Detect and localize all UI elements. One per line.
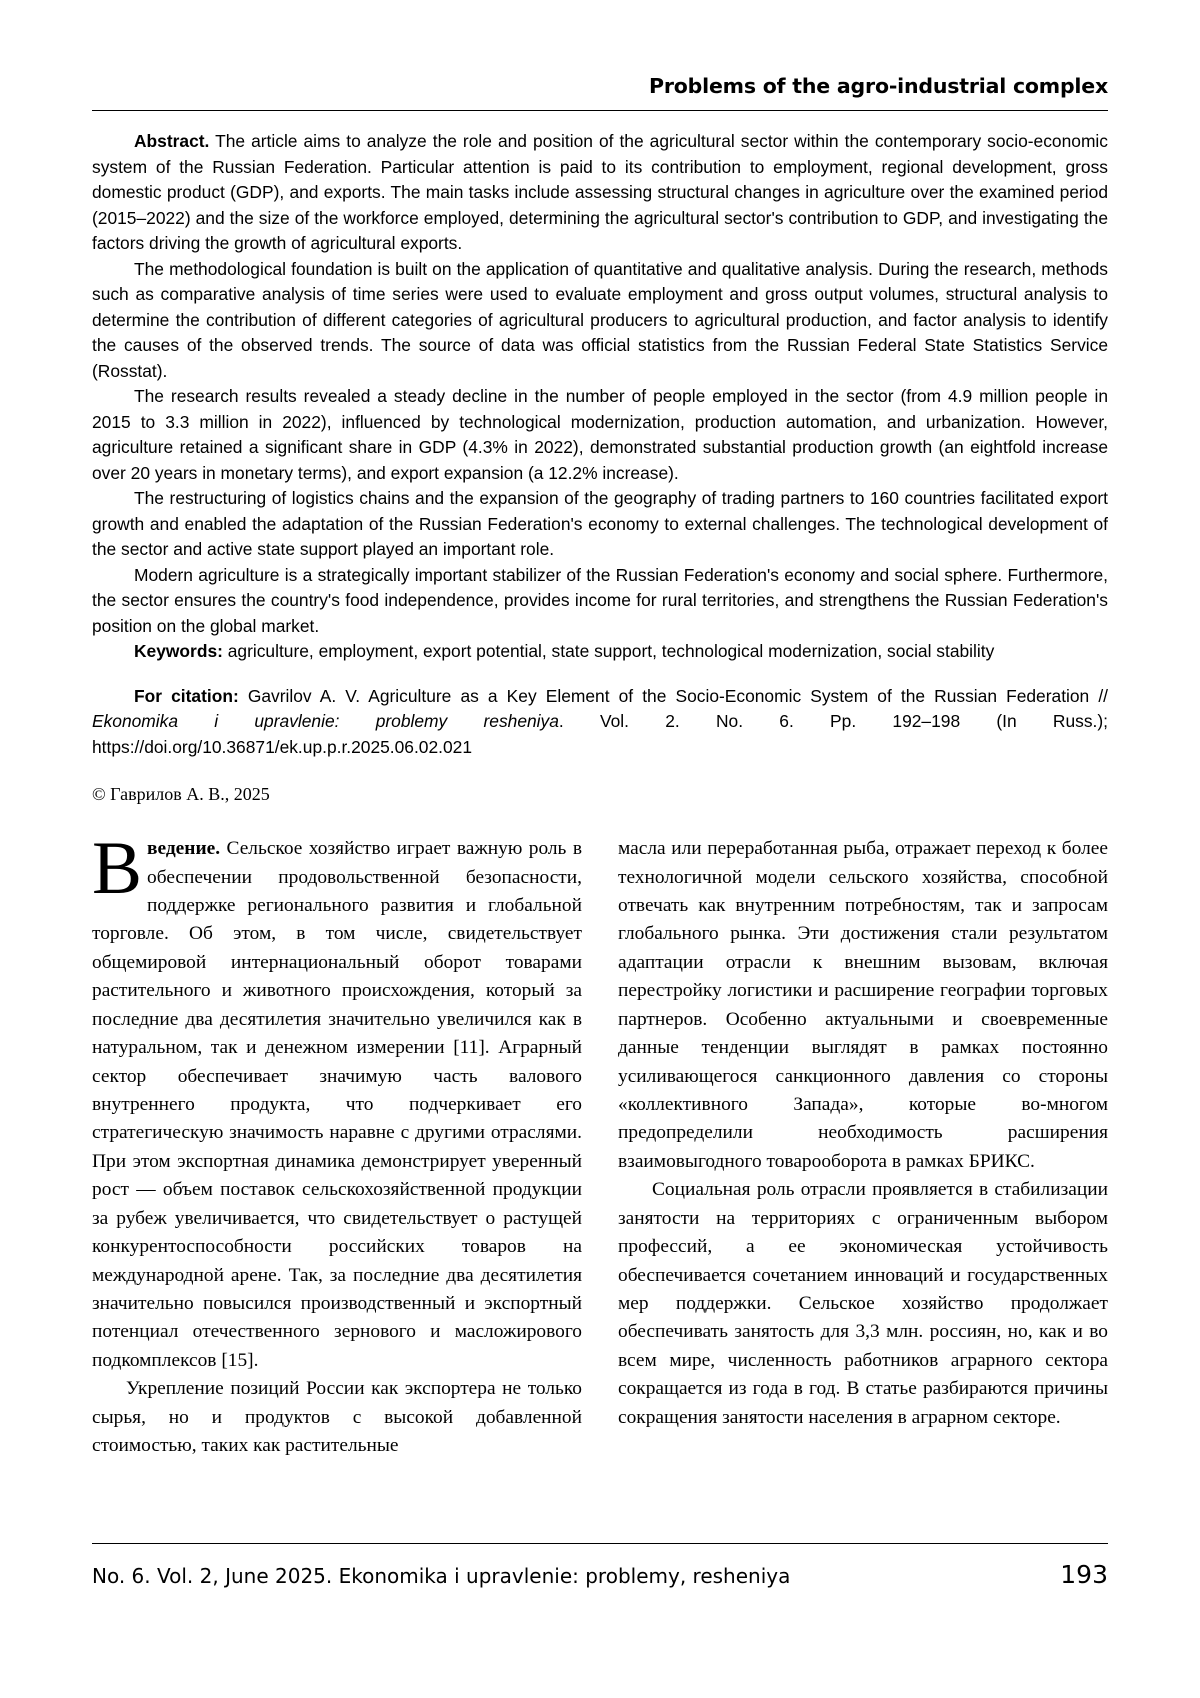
citation-block — [92, 684, 1108, 761]
copyright-line: © Гаврилов А. В., 2025 — [92, 784, 270, 804]
abstract-paragraph-2: The methodological foundation is built on the application of quantitative and qualitative analysis. During the research, methods such as comparative analysis of time series were used to evaluate employment and gross output volumes, structural analysis to determine the contribution of different categories of agricultural producers to agricultural production, and factor analysis to identify the causes of the observed trends. The source of data was official statistics from the Russian Federal State Statistics Service (Rosstat). — [92, 258, 1108, 381]
citation-text-before: Gavrilov A. V. Agriculture as a Key Element of the Socio-Economic System of the Russian Federation // — [238, 685, 1108, 706]
citation-journal-title: Ekonomika i upravlenie: problemy resheniya — [92, 711, 559, 731]
page-content — [92, 0, 1108, 1460]
left-column-paragraph-2: Укрепление позиций России как экспортера не только сырья, но и продуктов с высокой добавленной стоимостью, таких как растительные — [92, 1378, 582, 1457]
running-head: Problems of the agro-industrial complex — [649, 74, 1108, 98]
body-columns — [92, 827, 1108, 1460]
left-column-paragraph-1 — [92, 827, 582, 1375]
keywords-label: Keywords: — [134, 641, 223, 661]
abstract-paragraph-4: The restructuring of logistics chains and the expansion of the geography of trading partners to 160 countries facilitated export growth and enabled the adaptation of the Russian Federation's economy to external challenges. The technological development of the sector and active state support played an important role. — [92, 488, 1108, 559]
body-column-right — [618, 835, 1108, 1460]
page-footer — [92, 1560, 1108, 1589]
abstract-paragraph-1 — [92, 129, 1108, 257]
page-number: 193 — [1060, 1560, 1108, 1589]
keywords-text: agriculture, employment, export potential, state support, technological modernization, social stability — [222, 641, 995, 661]
intro-heading-inline: ведение. — [147, 838, 221, 860]
abstract-paragraph-5: Modern agriculture is a strategically important stabilizer of the Russian Federation's economy and social sphere. Furthermore, the sector ensures the country's food independence, provides income for rural territories, and strengthens the Russian Federation's position on the global market. — [92, 564, 1108, 636]
abstract-text-1: The article aims to analyze the role and position of the agricultural sector within the contemporary socio-economic system of the Russian Federation. Particular attention is paid to its contribution to employment, regional development, gross domestic product (GDP), and exports. The main tasks include assessing structural changes in agriculture over the examined period (2015–2022) and the size of the workforce employed, determining the agricultural sector's contribution to GDP, and investigating the factors driving the growth of agricultural exports. — [92, 131, 1108, 253]
citation-text-after: . Vol. 2. No. 6. Pp. 192–198 (In Russ.); https://doi.org/10.36871/ek.up.p.r.2025.06.02.021 — [92, 711, 1108, 757]
body-column-left — [92, 827, 582, 1460]
abstract-paragraph-3: The research results revealed a steady decline in the number of people employed in the sector (from 4.9 million people in 2015 to 3.3 million in 2022), influenced by technological modernization, production automation, and urbanization. However, agriculture retained a significant share in GDP (4.3% in 2022), demonstrated substantial production growth (an eightfold increase over 20 years in monetary terms), and export expansion (a 12.2% increase). — [92, 386, 1108, 483]
abstract-label: Abstract. — [134, 131, 210, 151]
footer-rule — [92, 1543, 1108, 1544]
citation-label: For citation: — [134, 685, 239, 706]
abstract-section — [92, 129, 1108, 665]
right-column-paragraph-2: Социальная роль отрасли проявляется в стабилизации занятости на территориях с ограниченным выбором профессий, а ее экономическая устойчивость обеспечивается сочетанием инноваций и государственных мер поддержки. Сельское хозяйство продолжает обеспечивать занятость для 3,3 млн. россиян, но, как и во всем мире, численность работников аграрного сектора сокращается из года в год. В статье разбираются причины сокращения занятости населения в аграрном секторе. — [618, 1179, 1108, 1428]
footer-issue-line: No. 6. Vol. 2, June 2025. Ekonomika i upravlenie: problemy, resheniya — [92, 1564, 791, 1588]
keywords-paragraph — [92, 639, 1108, 665]
right-column-paragraph-1: масла или переработанная рыба, отражает переход к более технологичной модели сельского хозяйства, способной отвечать как внутренним потребностям, так и запросам глобального рынка. Эти достижения стали результатом адаптации отрасли к внешним вызовам, включая перестройку логистики и расширение географии торговых партнеров. Особенно актуальными и своевременные данные тенденции выглядят в рамках постоянно усиливающегося санкционного давления со стороны «коллективного Запада», которые во-многом предопределили необходимость расширения взаимовыгодного товарооборота в рамках БРИКС. — [618, 838, 1108, 1172]
drop-cap: В — [92, 827, 143, 911]
header-rule — [92, 110, 1108, 111]
left-column-text-1: Сельское хозяйство играет важную роль в обеспечении продовольственной безопасности, поддержке регионального развития и глобальной торговле. Об этом, в том числе, свидетельствует общемировой интернациональный оборот товарами растительного и животного происхождения, который за последние два десятилетия значительно увеличился как в натуральном, так и денежном измерении [11]. Аграрный сектор обеспечивает значимую часть валового внутреннего продукта, что подчеркивает его стратегическую значимость наравне с другими отраслями. При этом экспортная динамика демонстрирует уверенный рост — объем поставок сельскохозяйственной продукции за рубеж увеличивается, что свидетельствует о растущей конкурентоспособности российских товаров на международной арене. Так, за последние два десятилетия значительно повысился производственный и экспортный потенциал отечественного зернового и масложирового подкомплексов [15]. — [92, 838, 582, 1371]
